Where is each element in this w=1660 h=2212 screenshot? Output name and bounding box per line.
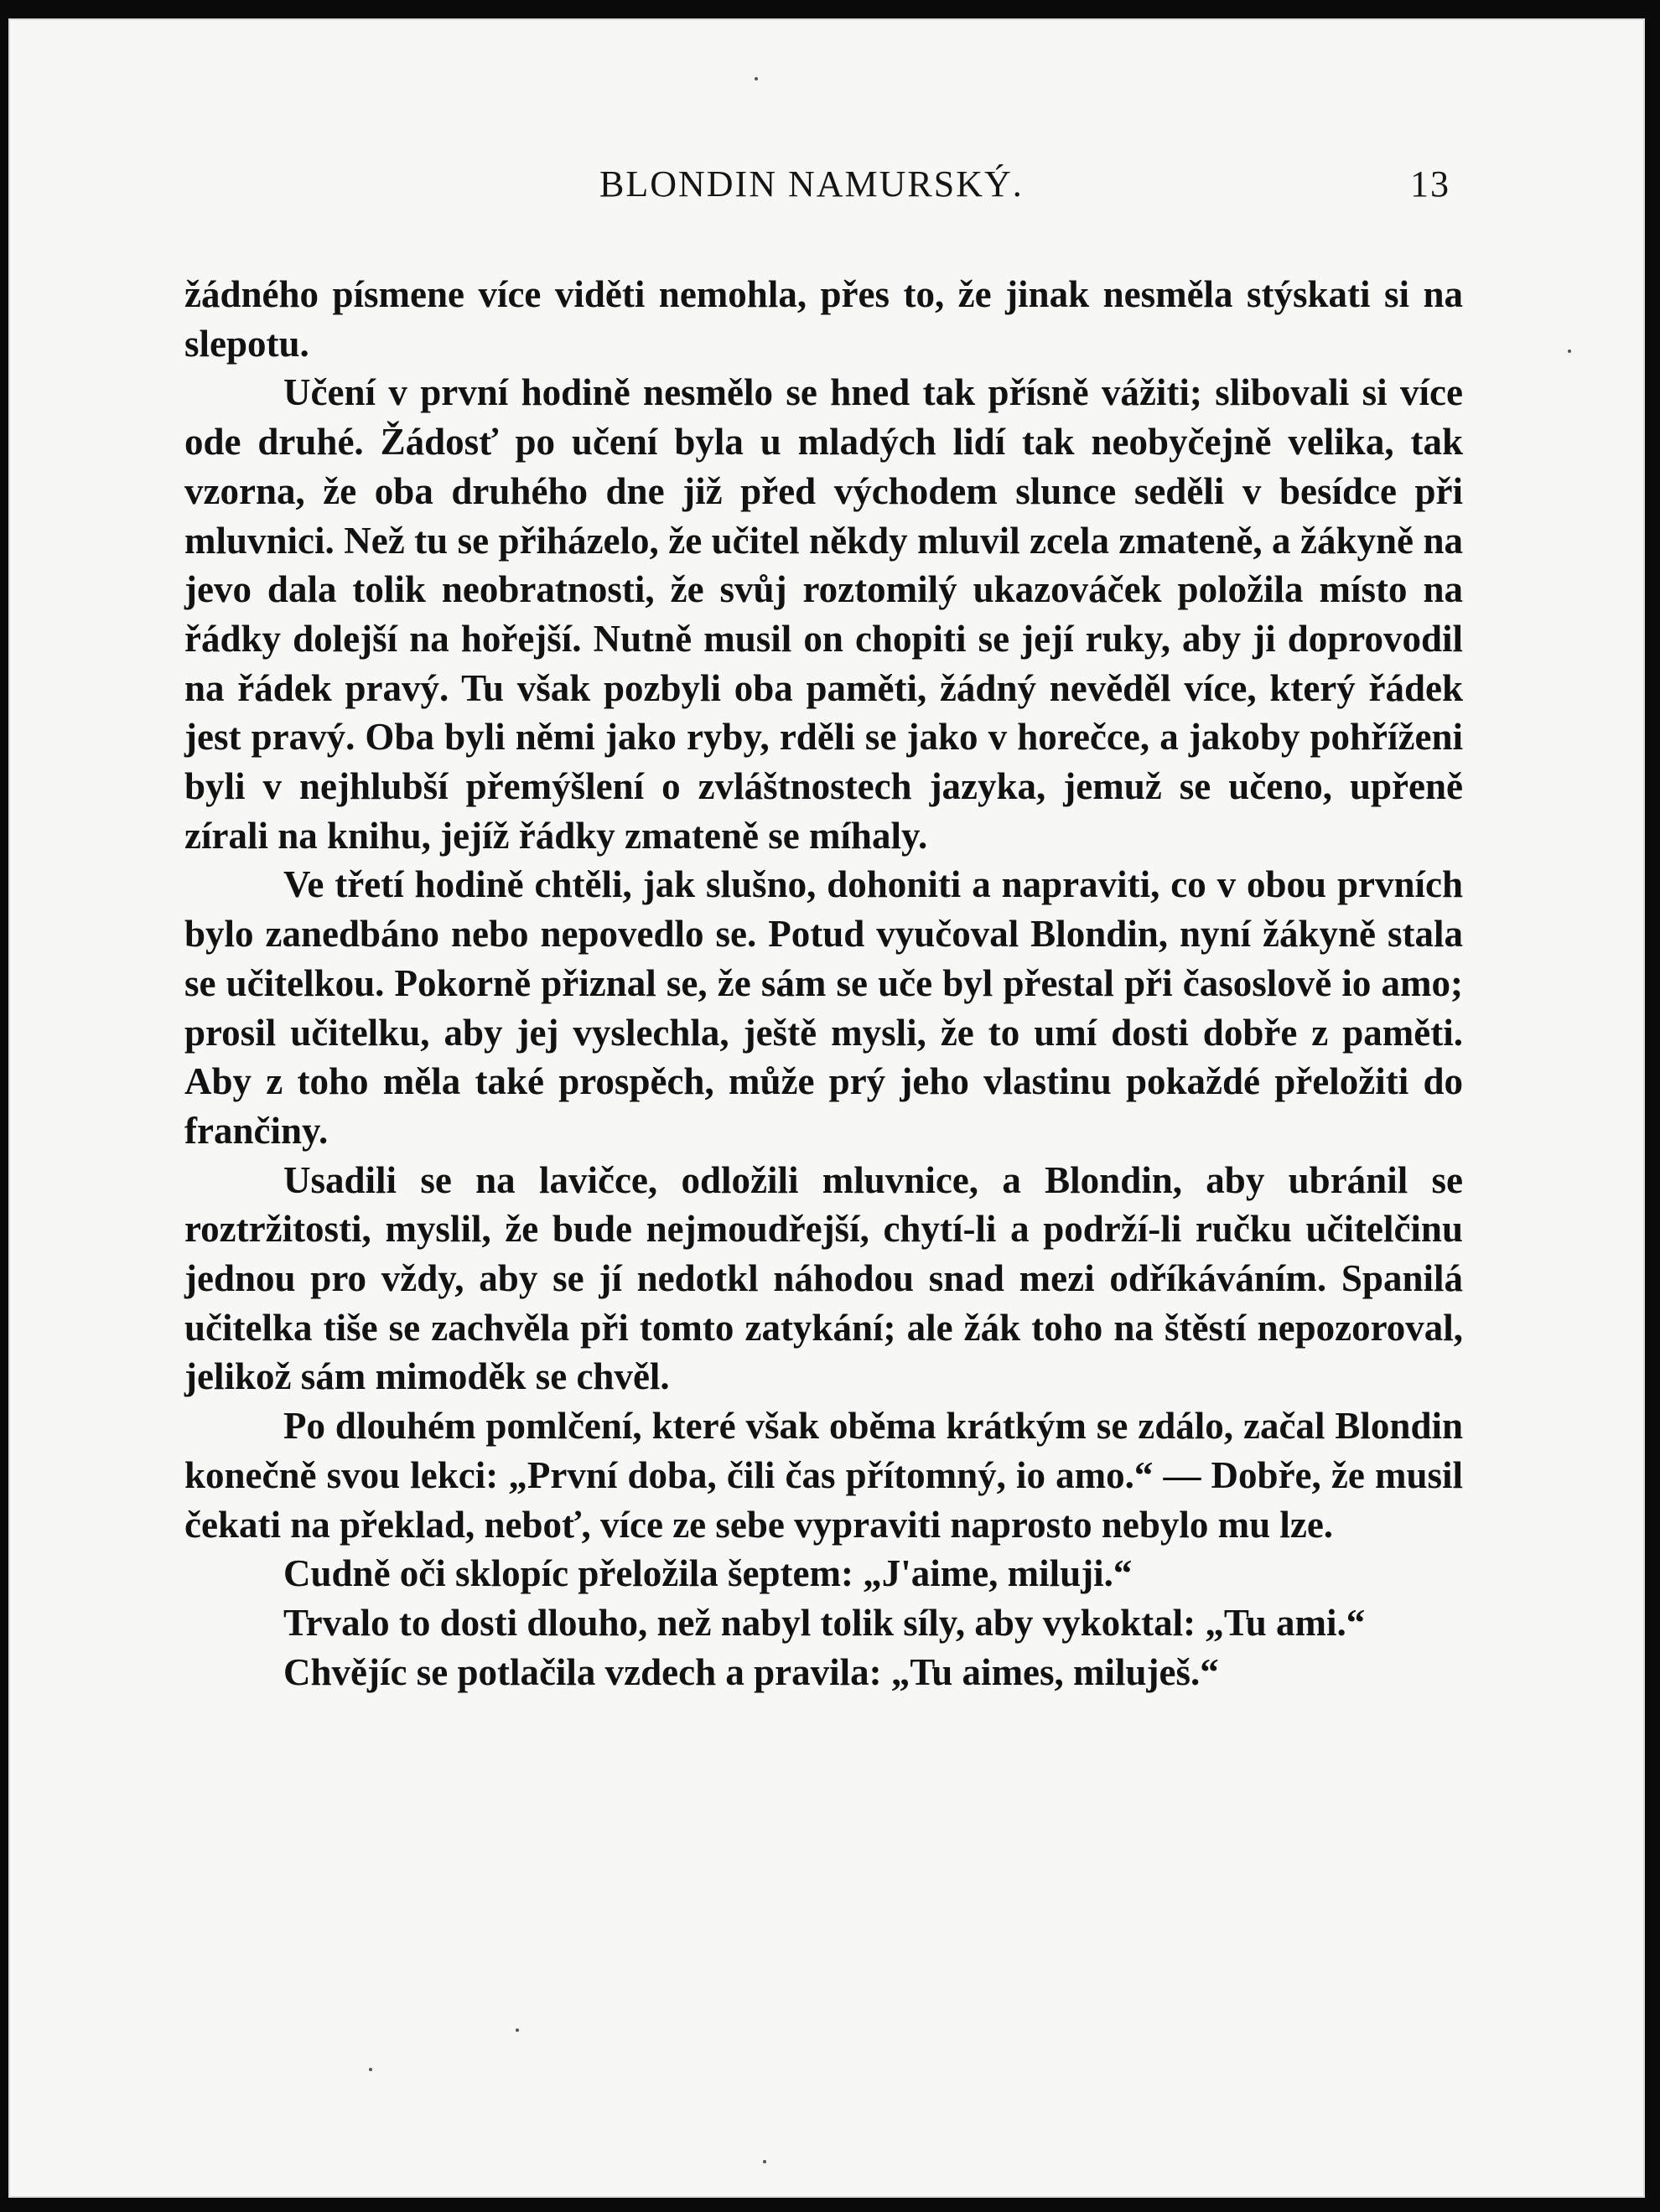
page-header	[8, 163, 1645, 221]
book-page	[8, 18, 1645, 2198]
paragraph: Cudně oči sklopíc přeložila šeptem: „J'aime, miluji.“	[283, 1552, 1133, 1595]
paragraph: Chvějíc se potlačila vzdech a pravila: „Tu aimes, miluješ.“	[283, 1650, 1219, 1693]
paragraph: Učení v první hodině nesmělo se hned tak přísně vážiti; slibovali si více ode druhé. Žádosť po učení byla u mladých lidí tak neobyčejně velika, tak vzorna, že oba druhého dne již před východem slunce seděli v besídce při mluvnici. Než tu se přiházelo, že učitel někdy mluvil zcela zmateně, a žákyně na jevo dala tolik neobratnosti, že svůj roztomilý ukazováček položila místo na řádky dolejší na hořejší. Nutně musil on chopiti se její ruky, aby ji doprovodil na řádek pravý. Tu však pozbyli oba paměti, žádný nevěděl více, který řádek jest pravý. Oba byli němi jako ryby, rděli se jako v horečce, a jakoby pohříženi byli v nejhlubší přemýšlení o zvláštnostech jazyka, jemuž se učeno, upřeně zírali na knihu, jejíž řádky zmateně se míhaly.	[184, 371, 1463, 857]
paragraph: Po dlouhém pomlčení, které však oběma krátkým se zdálo, začal Blondin konečně svou lekci: „První doba, čili čas přítomný, io amo.“ — Dobře, že musil čekati na překlad, neboť, více ze sebe vypraviti naprosto nebylo mu lze.	[184, 1405, 1463, 1546]
paragraph: Trvalo to dosti dlouho, než nabyl tolik síly, aby vykoktal: „Tu ami.“	[283, 1601, 1366, 1644]
paper-speck	[369, 2068, 372, 2071]
page-number: 13	[1410, 163, 1450, 205]
paper-speck	[1568, 350, 1571, 353]
body-text	[184, 270, 1463, 1697]
paragraph: Ve třetí hodině chtěli, jak slušno, dohoniti a napraviti, co v obou prvních bylo zanedbáno nebo nepovedlo se. Potud vyučoval Blondin, nyní žákyně stala se učitelkou. Pokorně přiznal se, že sám se uče byl přestal při časoslově io amo; prosil učitelku, aby jej vyslechla, ještě mysli, že to umí dosti dobře z paměti. Aby z toho měla také prospěch, může prý jeho vlastinu pokaždé přeložiti do frančiny.	[184, 863, 1463, 1152]
paragraph: Usadili se na lavičce, odložili mluvnice, a Blondin, aby ubránil se roztržitosti, myslil, že bude nejmoudřejší, chytí-li a podrží-li ručku učitelčinu jednou pro vždy, aby se jí nedotkl náhodou snad mezi odříkáváním. Spanilá učitelka tiše se zachvěla při tomto zatykání; ale žák toho na štěstí nepozoroval, jelikož sám mimoděk se chvěl.	[184, 1158, 1463, 1398]
paper-speck	[763, 2160, 766, 2163]
running-title: BLONDIN NAMURSKÝ.	[599, 163, 1024, 205]
paper-speck	[516, 2028, 519, 2032]
paragraph: žádného písmene více viděti nemohla, přes to, že jinak nesměla stýskati si na slepotu.	[184, 273, 1463, 365]
paper-speck	[755, 77, 758, 80]
